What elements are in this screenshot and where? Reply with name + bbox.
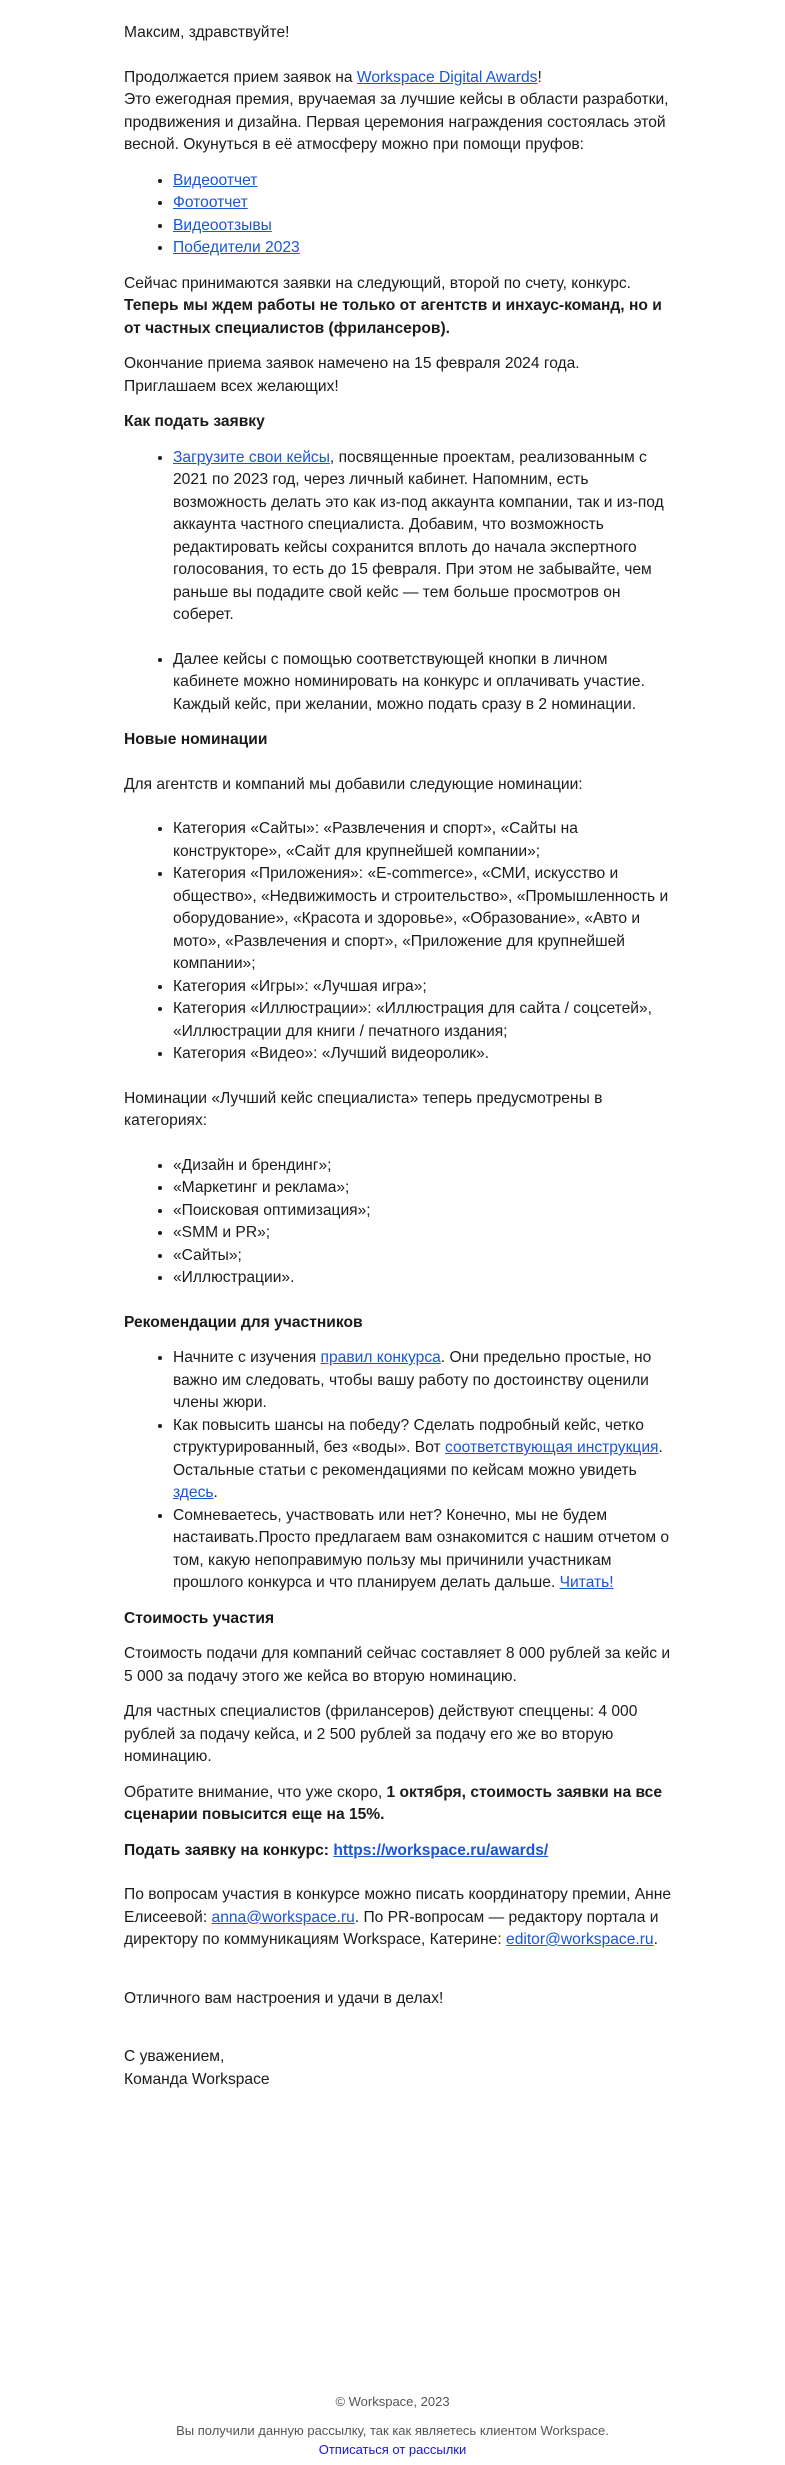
read-report-link[interactable]: Читать!	[559, 1574, 614, 1591]
apply-paragraph	[124, 1840, 676, 1863]
contacts-text: По вопросам участия в конкурсе можно писать координатору премии, Анне Елисеевой:	[124, 1886, 672, 1926]
copyright: © Workspace, 2023	[335, 2394, 450, 2409]
list-item	[173, 447, 676, 627]
contacts-text-mid: . По PR-вопросам — редактору портала и директору по коммуникациям Workspace, Катерине:	[124, 1908, 659, 1948]
pricing-note-text: Обратите внимание, что уже скоро,	[124, 1783, 387, 1801]
signature-line-1: С уважением,	[124, 2048, 225, 2065]
intro-lead-end: !	[537, 68, 542, 86]
instruction-link[interactable]: соответствующая инструкция	[445, 1439, 659, 1456]
list-item	[173, 1347, 676, 1415]
intro-lead: Продолжается прием заявок на	[124, 68, 357, 86]
recommendation-3-text: Сомневаетесь, участвовать или нет? Конечно, мы не будем настаивать.Просто предлагаем вам ознакомится с нашим отчетом о том, какую непоправимую пользу мы причинили участникам прошлого конкурса и что планируем делать дальше.	[173, 1506, 670, 1591]
list-item	[173, 1505, 676, 1595]
deadline-paragraph	[124, 353, 676, 398]
step-1-text: , посвященные проектам, реализованным с 2021 по 2023 год, через личный кабинет. Напомним, есть возможность делать это как из-под аккаунта компании, так и из-под аккаунта частного специалиста. Добавим, что возможность редактировать кейсы сохранится вплоть до начала экспертного голосования, то есть до 15 февраля. При этом не забывайте, чем раньше вы подадите свой кейс — тем больше просмотров он соберет.	[173, 448, 664, 623]
nominations-intro: Для агентств и компаний мы добавили следующие номинации:	[124, 775, 583, 793]
upload-cases-link[interactable]: Загрузите свои кейсы	[173, 448, 330, 466]
apply-link[interactable]: https://workspace.ru/awards/	[333, 1841, 549, 1859]
list-item: • «Поисковая оптимизация»;	[173, 1200, 676, 1223]
list-item: • «Сайты»;	[173, 1245, 676, 1268]
apply-label: Подать заявку на конкурс:	[124, 1841, 334, 1859]
second-contest-text: Сейчас принимаются заявки на следующий, второй по счету, конкурс.	[124, 274, 632, 292]
closing-wish: Отличного вам настроения и удачи в делах!	[124, 1989, 444, 2007]
recommendation-1-text: Начните с изучения	[173, 1349, 321, 1366]
pricing-heading: Стоимость участия	[124, 1609, 275, 1627]
list-item: • Категория «Видео»: «Лучший видеоролик».	[173, 1043, 676, 1066]
list-item: • «Иллюстрации».	[173, 1267, 676, 1290]
deadline-line-2: Приглашаем всех желающих!	[124, 377, 339, 395]
list-item	[173, 237, 676, 260]
second-contest-paragraph	[124, 273, 676, 341]
list-item: • Категория «Иллюстрации»: «Иллюстрация для сайта / соцсетей», «Иллюстрации для книги / печатного издания;	[173, 998, 676, 1043]
deadline-line-1: Окончание приема заявок намечено на 15 февраля 2024 года.	[124, 355, 580, 372]
photo-report-link[interactable]: Фотоотчет	[173, 194, 248, 211]
video-reviews-link[interactable]: Видеоотзывы	[173, 216, 272, 234]
contacts-text-end: .	[653, 1931, 658, 1948]
company-nominations-list	[124, 818, 676, 1066]
list-item	[173, 1415, 676, 1505]
recommendations-list	[124, 1347, 676, 1595]
list-item	[173, 170, 676, 193]
email-footer	[0, 2392, 785, 2459]
nominations-heading: Новые номинации	[124, 731, 268, 748]
awards-link[interactable]: Workspace Digital Awards	[356, 68, 538, 86]
signature	[124, 2046, 676, 2091]
pricing-note-bold: 1 октября, стоимость заявки на все сценарии повысится еще на 15%.	[124, 1783, 663, 1823]
greeting: Максим, здравствуйте!	[124, 24, 290, 41]
pricing-companies: Стоимость подачи для компаний сейчас составляет 8 000 рублей за кейс и 5 000 за подачу этого же кейса во вторую номинацию.	[124, 1645, 671, 1685]
step-2-text: Далее кейсы с помощью соответствующей кнопки в личном кабинете можно номинировать на конкурс и оплачивать участие. Каждый кейс, при желании, можно подать сразу в 2 номинации.	[173, 650, 645, 713]
pricing-note	[124, 1782, 676, 1827]
list-item	[173, 215, 676, 238]
recommendation-1-text-end: . Они предельно простые, но важно им следовать, чтобы вашу работу по достоинству оценили члены жюри.	[173, 1349, 652, 1411]
proof-links-list	[124, 170, 676, 260]
list-item: • Категория «Сайты»: «Развлечения и спорт», «Сайты на конструкторе», «Сайт для крупнейшей компании»;	[173, 818, 676, 863]
how-to-heading: Как подать заявку	[124, 413, 265, 430]
contest-rules-link[interactable]: правил конкурса	[320, 1349, 441, 1366]
specialist-nominations-list	[124, 1155, 676, 1290]
how-to-list	[124, 447, 676, 717]
recommendations-heading: Рекомендации для участников	[124, 1313, 363, 1331]
specialist-intro: Номинации «Лучший кейс специалиста» теперь предусмотрены в категориях:	[124, 1089, 603, 1129]
list-item: • Категория «Приложения»: «E-commerce», «СМИ, искусство и общество», «Недвижимость и строительство», «Промышленность и оборудование», «Красота и здоровье», «Образование», «Авто и мото», «Развлечения и спорт», «Приложение для крупнейшей компании»;	[173, 863, 676, 976]
email-body	[124, 22, 676, 2104]
articles-here-link[interactable]: здесь	[173, 1484, 214, 1501]
contacts-paragraph	[124, 1884, 676, 1952]
video-report-link[interactable]: Видеоотчет	[173, 171, 258, 189]
list-item	[173, 649, 676, 717]
signature-line-2: Команда Workspace	[124, 2070, 270, 2088]
recommendation-2-text-end: .	[213, 1484, 218, 1501]
intro-paragraph	[124, 67, 676, 157]
intro-body: Это ежегодная премия, вручаемая за лучшие кейсы в области разработки, продвижения и дизайна. Первая церемония награждения состоялась этой весной. Окунуться в её атмосферу можно при помощи пруфов:	[124, 91, 669, 153]
list-item	[173, 192, 676, 215]
pricing-freelancers: Для частных специалистов (фрилансеров) действуют спеццены: 4 000 рублей за подачу кейса, и 2 500 рублей за подачу его же во вторую номинацию.	[124, 1703, 638, 1765]
anna-email-link[interactable]: anna@workspace.ru	[211, 1908, 355, 1926]
list-item: • «Дизайн и брендинг»;	[173, 1155, 676, 1178]
second-contest-bold: Теперь мы ждем работы не только от агентств и инхаус-команд, но и от частных специалистов (фрилансеров).	[124, 297, 662, 337]
list-item: • «Маркетинг и реклама»;	[173, 1177, 676, 1200]
recommendation-2-text: Как повысить шансы на победу? Сделать подробный кейс, четко структурированный, без «воды». Вот	[173, 1416, 644, 1456]
subscription-reason: Вы получили данную рассылку, так как являетесь клиентом Workspace.	[176, 2423, 609, 2438]
unsubscribe-link[interactable]: Отписаться от рассылки	[318, 2442, 467, 2457]
winners-2023-link[interactable]: Победители 2023	[173, 239, 300, 256]
recommendation-2-text-mid: . Остальные статьи с рекомендациями по кейсам можно увидеть	[173, 1439, 663, 1479]
list-item: • «SMM и PR»;	[173, 1222, 676, 1245]
editor-email-link[interactable]: editor@workspace.ru	[506, 1931, 654, 1948]
list-item: • Категория «Игры»: «Лучшая игра»;	[173, 976, 676, 999]
